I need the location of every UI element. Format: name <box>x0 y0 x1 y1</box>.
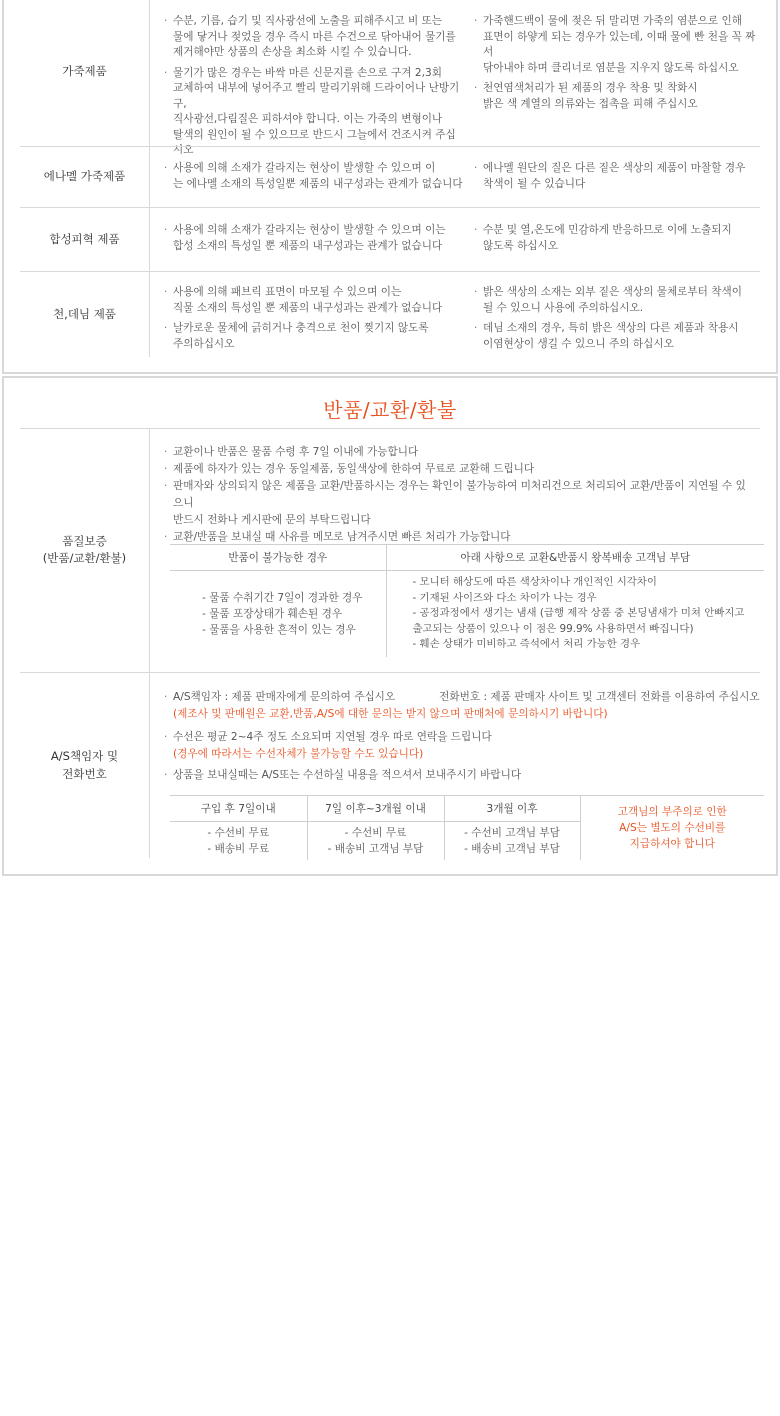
as-manager: A/S책임자 : 제품 판매자에게 문의하여 주십시오 <box>173 691 396 703</box>
care-note: · 에나멜 원단의 질은 다른 짙은 색상의 제품이 마찰할 경우 착색이 될 수 있습니다 <box>474 161 764 192</box>
returns-category: 품질보증 (반품/교환/환불) <box>20 428 150 672</box>
returns-bullet: · 교환/반품을 보내실 때 사유를 메모로 남겨주시면 빠른 처리가 가능합니다 <box>164 529 754 546</box>
as-info <box>164 689 764 784</box>
care-note: · 밝은 색상의 소재는 외부 짙은 색상의 물체로부터 착색이 될 수 있으니 사용에 주의하십시오. <box>474 285 764 316</box>
care-category: 가죽제품 <box>20 0 150 146</box>
returns-bullet: · 판매자와 상의되지 않은 제품을 교환/반품하시는 경우는 확인이 불가능하여 미처리건으로 처리되어 교환/반품이 지연될 수 있으니 반드시 전화나 게시판에 문의 부탁드립니다 <box>164 478 754 529</box>
as-row <box>20 672 760 858</box>
care-notes-left <box>164 14 464 164</box>
as-note: (경우에 따라서는 수선자체가 불가능할 수도 있습니다) <box>173 748 424 760</box>
as-phone: 전화번호 : 제품 판매자 사이트 및 고객센터 전화를 이용하여 주십시오 <box>439 691 760 703</box>
as-table-cell: - 수선비 고객님 부담 - 배송비 고객님 부담 <box>444 822 580 860</box>
care-note: · 천연염색처리가 된 제품의 경우 착용 및 착화시 밝은 색 계열의 의류와는 접촉을 피해 주십시오 <box>474 81 764 112</box>
returns-table-header: 아래 사항으로 교환&반품시 왕복배송 고객님 부담 <box>386 545 764 571</box>
care-category: 합성피혁 제품 <box>20 208 150 271</box>
as-table-header: 7일 이후~3개월 이내 <box>307 796 444 822</box>
returns-table-cell: - 모니터 해상도에 따른 색상차이나 개인적인 시각차이 - 기재된 사이즈와 다소 차이가 나는 경우 - 공정과정에서 생기는 냄새 (급행 제작 상품 중 본딩냄새가 미쳐 안빠지고 출고되는 상품이 있으나 이 점은 99.9% 사용하면서 빠집니다) - 훼손 상태가 미비하고 즉석에서 처리 가능한 경우 <box>412 576 745 650</box>
care-category: 천,데님 제품 <box>20 272 150 357</box>
care-note: · 수분 및 열,온도에 민감하게 반응하므로 이에 노출되지 않도록 하십시오 <box>474 223 764 254</box>
as-category: A/S책임자 및 전화번호 <box>20 673 150 858</box>
care-row-leather <box>20 0 760 156</box>
as-table-header: 구입 후 7일이내 <box>170 796 307 822</box>
care-note: · 사용에 의해 소재가 갈라지는 현상이 발생할 수 있으며 이 는 에나멜 소재의 특성일뿐 제품의 내구성과는 관계가 없습니다 <box>164 161 464 192</box>
care-notes-left <box>164 223 464 259</box>
care-note: · 사용에 의해 소재가 갈라지는 현상이 발생할 수 있으며 이는 합성 소재의 특성일 뿐 제품의 내구성과는 관계가 없습니다 <box>164 223 464 254</box>
returns-panel <box>2 376 778 876</box>
care-note: · 사용에 의해 패브릭 표면이 마모될 수 있으며 이는 직물 소재의 특성일 뿐 제품의 내구성과는 관계가 없습니다 <box>164 285 464 316</box>
care-panel <box>2 0 778 374</box>
returns-row <box>20 428 760 672</box>
as-send-line: · 상품을 보내실때는 A/S또는 수선하실 내용을 적으셔서 보내주시기 바랍니다 <box>164 767 764 784</box>
care-note: · 가죽핸드백이 물에 젖은 뒤 말리면 가죽의 염분으로 인해 표면이 하얗게 되는 경우가 있는데, 이때 물에 빤 천을 꼭 짜서 닦아내야 하며 클리너로 염분을 지우지 않도록 하십시오 <box>474 14 764 76</box>
as-table <box>170 795 764 860</box>
as-table-note: 고객님의 부주의로 인한 A/S는 별도의 수선비를 지급하셔야 합니다 <box>580 796 764 860</box>
care-row-denim <box>20 271 760 357</box>
returns-table-header: 반품이 불가능한 경우 <box>170 545 386 571</box>
care-note: · 데님 소재의 경우, 특히 밝은 색상의 다른 제품과 착용시 이염현상이 생길 수 있으니 주의 하십시오 <box>474 321 764 352</box>
care-row-enamel <box>20 146 760 207</box>
returns-table <box>170 544 764 657</box>
care-note: · 날카로운 물체에 긁히거나 충격으로 천이 찢기지 않도록 주의하십시오 <box>164 321 464 352</box>
returns-bullet: · 제품에 하자가 있는 경우 동일제품, 동일색상에 한하여 무료로 교환해 드립니다 <box>164 461 754 478</box>
as-contact-line <box>164 689 764 706</box>
returns-bullet: · 교환이나 반품은 물품 수령 후 7일 이내에 가능합니다 <box>164 444 754 461</box>
care-notes-right <box>474 223 764 259</box>
returns-bullets <box>164 444 754 546</box>
section-title: 반품/교환/환불 <box>323 398 457 422</box>
care-row-synthetic <box>20 207 760 271</box>
as-table-cell: - 수선비 무료 - 배송비 무료 <box>170 822 307 860</box>
as-table-cell: - 수선비 무료 - 배송비 고객님 부담 <box>307 822 444 860</box>
returns-table-cell: - 물품 수취기간 7일이 경과한 경우 - 물품 포장상태가 훼손된 경우 - 물품을 사용한 흔적이 있는 경우 <box>170 571 386 657</box>
care-notes-right <box>474 161 764 197</box>
care-notes-right <box>474 285 764 357</box>
as-table-header: 3개월 이후 <box>444 796 580 822</box>
as-note: (제조사 및 판매원은 교환,반품,A/S에 대한 문의는 받지 않으며 판매처에 문의하시기 바랍니다) <box>173 708 608 720</box>
care-notes-left <box>164 161 464 197</box>
care-category: 에나멜 가죽제품 <box>20 147 150 207</box>
care-note: · 물기가 많은 경우는 바싹 마른 신문지를 손으로 구겨 2,3회 교체하여 내부에 넣어주고 빨리 말리기위해 드라이어나 난방기구, 직사광선,다림질은 피하셔야 합니다. 이는 가죽의 변형이나 탈색의 원인이 될 수 있으므로 반드시 그늘에서 건조시켜 주십시오 <box>164 66 464 159</box>
care-note: · 수분, 기름, 습기 및 직사광선에 노출을 피해주시고 비 또는 물에 닿거나 젖었을 경우 즉시 마른 수건으로 닦아내어 물기를 제거해야만 상품의 손상을 최소화 시킬 수 있습니다. <box>164 14 464 61</box>
care-notes-left <box>164 285 464 357</box>
as-repair-line: · 수선은 평균 2~4주 정도 소요되며 지연될 경우 따로 연락을 드립니다 <box>164 729 764 746</box>
care-notes-right <box>474 14 764 117</box>
